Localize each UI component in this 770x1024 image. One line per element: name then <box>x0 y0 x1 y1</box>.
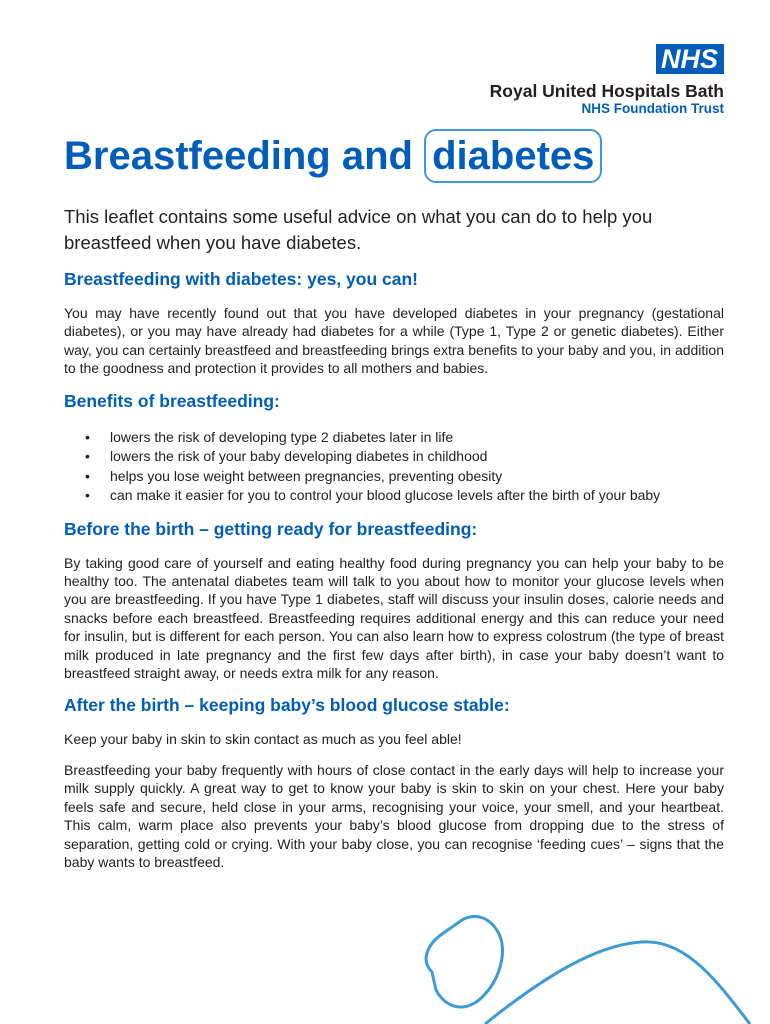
title-part-2-boxed: diabetes <box>424 129 602 183</box>
bullet-icon: • <box>85 487 90 504</box>
wave-loop-shape <box>426 916 502 1007</box>
section-heading-yes-you-can: Breastfeeding with diabetes: yes, you can! <box>64 269 418 289</box>
list-item: • lowers the risk of developing type 2 diabetes later in life <box>85 428 724 448</box>
list-item: • can make it easier for you to control your blood glucose levels after the birth of your baby <box>85 486 724 506</box>
bullet-icon: • <box>85 467 90 484</box>
bullet-icon: • <box>85 448 90 465</box>
paragraph-frequent-feeding: Breastfeeding your baby frequently with hours of close contact in the early days will help to increase your milk supply quickly. A great way to get to know your baby is skin to skin on your chest. Here your baby feels safe and secure, held close in your arms, recognising your voice, your smell, and your heartbeat. This calm, warm place also prevents your baby’s blood glucose from dropping due to the stress of separation, getting cold or crying. With your baby close, you can recognise ‘feeding cues’ – signs that the baby wants to breastfeed. <box>64 761 724 870</box>
intro-text: This leaflet contains some useful advice on what you can do to help you breastfeed when you have diabetes. <box>64 206 653 253</box>
wave-curve-shape <box>485 942 750 1024</box>
section-heading-before-birth: Before the birth – getting ready for breastfeeding: <box>64 518 478 539</box>
bullet-icon: • <box>85 428 90 445</box>
list-item: • helps you lose weight between pregnancies, preventing obesity <box>85 467 724 487</box>
nhs-logo: NHS <box>656 44 724 74</box>
paragraph-skin-to-skin: Keep your baby in skin to skin contact as much as you feel able! <box>64 731 462 748</box>
paragraph-before-birth: By taking good care of yourself and eating healthy food during pregnancy you can help your baby to be healthy too. The antenatal diabetes team will talk to you about how to monitor your glucose levels when you are breastfeeding. If you have Type 1 diabetes, staff will discuss your insulin doses, calorie needs and snacks before each breastfeed. Breastfeeding requires additional energy and this can reduce your need for insulin, but is different for each person. You can also learn how to express colostrum (the type of breast milk produced in late pregnancy and the first few days after birth), in case your baby doesn’t want to breastfeed straight away, or needs extra milk for any reason. <box>64 554 724 682</box>
title-part-1: Breastfeeding and <box>64 134 413 178</box>
list-item: • lowers the risk of your baby developing diabetes in childhood <box>85 447 724 467</box>
section-heading-after-birth: After the birth – keeping baby’s blood glucose stable: <box>64 695 510 716</box>
organisation-subtitle: NHS Foundation Trust <box>581 101 724 116</box>
section-heading-benefits: Benefits of breastfeeding: <box>64 390 280 411</box>
paragraph-yes-you-can: You may have recently found out that you have developed diabetes in your pregnancy (gestational diabetes), or you may have already had diabetes for a while (Type 1, Type 2 or genetic diabetes). Either way, you can certainly breastfeed and breastfeeding brings extra benefits to your baby and you, in addition to the goodness and protection it provides to all mothers and babies. <box>64 305 724 377</box>
organisation-name: Royal United Hospitals Bath <box>489 81 724 101</box>
